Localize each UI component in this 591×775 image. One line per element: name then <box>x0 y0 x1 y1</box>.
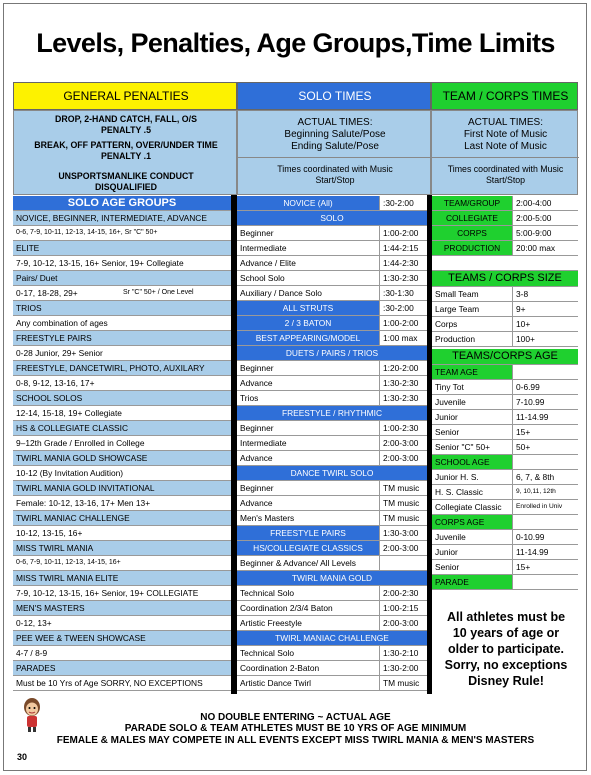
solo-event-time: :30-2:00 <box>379 301 427 316</box>
team-time-value: 2:00-5:00 <box>512 211 578 226</box>
solo-event-time: 1:30-2:30 <box>379 376 427 391</box>
athletes-note-line: Disney Rule! <box>468 674 544 688</box>
team-time-value: 20:00 max <box>512 241 578 256</box>
age-group-extra: Sr "C" 50+ / One Level <box>123 289 194 296</box>
solo-event-label: Coordination 2-Baton <box>237 661 379 676</box>
solo-event-label: Artistic Dance Twirl <box>237 676 379 691</box>
team-age-value: 11-14.99 <box>512 410 578 425</box>
solo-event-time: 2:00-3:00 <box>379 616 427 631</box>
corps-age-value: 11-14.99 <box>512 545 578 560</box>
age-group-title: TWIRL MANIAC CHALLENGE <box>13 511 231 526</box>
footer-line: FEMALE & MALES MAY COMPETE IN ALL EVENTS EXCEPT MISS TWIRL MANIA & MEN'S MASTERS <box>56 735 535 746</box>
page-title: Levels, Penalties, Age Groups,Time Limits <box>36 28 555 58</box>
school-age-value: 6, 7, & 8th <box>512 470 578 485</box>
age-group-title: TWIRL MANIA GOLD INVITATIONAL <box>13 481 231 496</box>
age-group-ranges: 4-7 / 8-9 <box>13 646 231 661</box>
team-age-label: Juvenile <box>432 395 512 410</box>
age-group-ranges: 0-28 Junior, 29+ Senior <box>13 346 231 361</box>
solo-category-header: DANCE TWIRL SOLO <box>237 466 427 481</box>
solo-event-time: 2:00-3:00 <box>379 451 427 466</box>
solo-event-time: 2:00-2:30 <box>379 586 427 601</box>
penalty-line: UNSPORTSMANLIKE CONDUCT <box>58 171 194 181</box>
solo-event-time: TM music <box>379 481 427 496</box>
team-age-value: 0-6.99 <box>512 380 578 395</box>
solo-event-label: Advance <box>237 451 379 466</box>
team-last: Last Note of Music <box>464 141 547 152</box>
athletes-note-line: Sorry, no exceptions <box>444 658 568 672</box>
team-size-value: 10+ <box>512 317 578 332</box>
team-size-label: Large Team <box>432 302 512 317</box>
solo-event-label: Intermediate <box>237 436 379 451</box>
team-coord: Start/Stop <box>485 175 526 185</box>
team-time-label: PRODUCTION <box>432 241 512 256</box>
age-group-title: PEE WEE & TWEEN SHOWCASE <box>13 631 231 646</box>
corps-age-label: Senior <box>432 560 512 575</box>
solo-times-info <box>237 110 431 195</box>
age-group-ranges: Female: 10-12, 13-16, 17+ Men 13+ <box>13 496 231 511</box>
solo-event-label: Beginner & Advance/ All Levels <box>237 556 379 571</box>
solo-event-time: :30-2:00 <box>379 196 427 211</box>
team-age-label: Tiny Tot <box>432 380 512 395</box>
solo-event-time: 1:30-2:00 <box>379 661 427 676</box>
team-age-label: Junior <box>432 410 512 425</box>
solo-begin: Beginning Salute/Pose <box>284 129 386 140</box>
penalty-line: DISQUALIFIED <box>94 182 158 192</box>
solo-event-time <box>379 556 427 571</box>
age-group-ranges: 10-12 (By Invitation Audition) <box>13 466 231 481</box>
solo-times-header <box>237 82 431 110</box>
solo-event-time: 1:00 max <box>379 331 427 346</box>
solo-event-time: 1:30-2:30 <box>379 271 427 286</box>
blank-cell <box>512 365 578 380</box>
team-times-title: TEAM / CORPS TIMES <box>442 89 569 103</box>
team-size-label: Corps <box>432 317 512 332</box>
team-times-info <box>431 110 578 195</box>
team-first: First Note of Music <box>463 129 548 140</box>
solo-event-label: Technical Solo <box>237 646 379 661</box>
solo-event-time: :30-1:30 <box>379 286 427 301</box>
team-size-header: TEAMS / CORPS SIZE <box>432 271 578 287</box>
solo-event-label: BEST APPEARING/MODEL <box>237 331 379 346</box>
team-time-label: TEAM/GROUP <box>432 196 512 211</box>
team-age-subheader: TEAM AGE <box>432 365 512 380</box>
team-age-label: Senior <box>432 425 512 440</box>
age-group-title: PARADES <box>13 661 231 676</box>
solo-event-label: FREESTYLE PAIRS <box>237 526 379 541</box>
athletes-note-line: All athletes must be <box>446 610 566 624</box>
solo-event-label: Advance <box>237 376 379 391</box>
penalty-line: BREAK, OFF PATTERN, OVER/UNDER TIME <box>34 140 218 150</box>
age-group-title: TWIRL MANIA GOLD SHOWCASE <box>13 451 231 466</box>
corps-age-subheader: CORPS AGE <box>432 515 512 530</box>
school-age-label: Junior H. S. <box>432 470 512 485</box>
solo-event-time: 2:00-3:00 <box>379 436 427 451</box>
solo-event-time: 1:30-2:10 <box>379 646 427 661</box>
team-times-header <box>431 82 578 110</box>
solo-event-time: 1:00-2:15 <box>379 601 427 616</box>
solo-event-time: 1:00-2:00 <box>379 226 427 241</box>
team-size-label: Production <box>432 332 512 347</box>
age-group-ranges: 9–12th Grade / Enrolled in College <box>13 436 231 451</box>
age-group-title: HS & COLLEGIATE CLASSIC <box>13 421 231 436</box>
age-group-ranges: 0-6, 7-9, 10-11, 12-13, 14-15, 16+ <box>13 556 231 571</box>
corps-age-label: Juvenile <box>432 530 512 545</box>
solo-event-label: Men's Masters <box>237 511 379 526</box>
general-penalties-box <box>13 110 237 195</box>
age-group-ranges: Must be 10 Yrs of Age SORRY, NO EXCEPTIONS <box>13 676 231 691</box>
age-group-title: Pairs/ Duet <box>13 271 231 286</box>
age-group-title: ELITE <box>13 241 231 256</box>
team-size-value: 9+ <box>512 302 578 317</box>
solo-event-time: 1:30-2:30 <box>379 391 427 406</box>
team-time-value: 5:00-9:00 <box>512 226 578 241</box>
team-age-value: 7-10.99 <box>512 395 578 410</box>
solo-event-time: 1:20-2:00 <box>379 361 427 376</box>
team-time-label: COLLEGIATE <box>432 211 512 226</box>
solo-end: Ending Salute/Pose <box>291 141 379 152</box>
team-actual-times: ACTUAL TIMES: <box>467 117 543 128</box>
corps-age-label: Junior <box>432 545 512 560</box>
age-group-ranges: 12-14, 15-18, 19+ Collegiate <box>13 406 231 421</box>
blank-cell <box>512 575 578 590</box>
solo-event-label: Artistic Freestyle <box>237 616 379 631</box>
age-group-ranges: 0-17, 18-28, 29+ Sr "C" 50+ / One Level <box>13 286 231 301</box>
age-group-ranges: 7-9, 10-12, 13-15, 16+ Senior, 19+ Collegiate <box>13 256 231 271</box>
age-group-title: TRIOS <box>13 301 231 316</box>
general-penalties-title: GENERAL PENALTIES <box>63 89 189 103</box>
age-group-ranges: Any combination of ages <box>13 316 231 331</box>
age-group-ranges: 0-12, 13+ <box>13 616 231 631</box>
age-group-title: MEN'S MASTERS <box>13 601 231 616</box>
page-number: 30 <box>17 752 28 762</box>
school-age-label: Collegiate Classic <box>432 500 512 515</box>
solo-event-label: Trios <box>237 391 379 406</box>
solo-event-time: TM music <box>379 676 427 691</box>
solo-event-label: ALL STRUTS <box>237 301 379 316</box>
team-size-label: Small Team <box>432 287 512 302</box>
athletes-note-line: 10 years of age or <box>452 626 560 640</box>
age-group-title: NOVICE, BEGINNER, INTERMEDIATE, ADVANCE <box>13 211 231 226</box>
solo-age-groups-header: SOLO AGE GROUPS <box>13 196 231 211</box>
solo-event-label: School Solo <box>237 271 379 286</box>
school-age-value: 9, 10,11, 12th <box>512 485 578 500</box>
solo-event-label: Advance <box>237 496 379 511</box>
solo-event-time: 1:00-2:30 <box>379 421 427 436</box>
team-age-value: 15+ <box>512 425 578 440</box>
footer-line: PARADE SOLO & TEAM ATHLETES MUST BE 10 YRS OF AGE MINIMUM <box>124 723 467 734</box>
age-group-title: MISS TWIRL MANIA <box>13 541 231 556</box>
age-group-title: SCHOOL SOLOS <box>13 391 231 406</box>
solo-event-label: Technical Solo <box>237 586 379 601</box>
athletes-note <box>432 609 580 689</box>
spacer-row <box>432 256 578 271</box>
solo-event-time: 1:30-3:00 <box>379 526 427 541</box>
school-age-label: H. S. Classic <box>432 485 512 500</box>
age-group-ranges: 0-8, 9-12, 13-16, 17+ <box>13 376 231 391</box>
solo-event-time: 1:44-2:15 <box>379 241 427 256</box>
solo-category-header: SOLO <box>237 211 427 226</box>
solo-event-time: TM music <box>379 496 427 511</box>
age-group-ranges: 0-6, 7-9, 10-11, 12-13, 14-15, 16+, Sr "C" 50+ <box>13 226 231 241</box>
solo-event-time: 2:00-3:00 <box>379 541 427 556</box>
solo-event-label: Advance / Elite <box>237 256 379 271</box>
team-age-label: Senior "C" 50+ <box>432 440 512 455</box>
general-penalties-header <box>13 82 237 110</box>
solo-category-header: FREESTYLE / RHYTHMIC <box>237 406 427 421</box>
age-group-title: MISS TWIRL MANIA ELITE <box>13 571 231 586</box>
team-time-label: CORPS <box>432 226 512 241</box>
blank-cell <box>512 455 578 470</box>
team-time-value: 2:00-4:00 <box>512 196 578 211</box>
solo-coord: Times coordinated with Music <box>277 164 393 174</box>
team-age-value: 50+ <box>512 440 578 455</box>
solo-category-header: TWIRL MANIAC CHALLENGE <box>237 631 427 646</box>
team-coord: Times coordinated with Music <box>447 164 564 174</box>
penalty-line: PENALTY .5 <box>100 125 152 135</box>
penalty-line: PENALTY .1 <box>100 151 152 161</box>
solo-event-label: 2 / 3 BATON <box>237 316 379 331</box>
corps-age-value: 15+ <box>512 560 578 575</box>
penalty-line: DROP, 2-HAND CATCH, FALL, O/S <box>55 114 197 124</box>
solo-event-label: Beginner <box>237 481 379 496</box>
team-age-header: TEAMS/CORPS AGE <box>432 349 578 365</box>
parade-label: PARADE <box>432 575 512 590</box>
athletes-note-line: older to participate. <box>448 642 564 656</box>
corps-age-value: 0-10.99 <box>512 530 578 545</box>
solo-actual-times: ACTUAL TIMES: <box>297 117 373 128</box>
age-group-ranges: 7-9, 10-12, 13-15, 16+ Senior, 19+ COLLEGIATE <box>13 586 231 601</box>
solo-event-label: Beginner <box>237 421 379 436</box>
solo-event-label: HS/COLLEGIATE CLASSICS <box>237 541 379 556</box>
solo-category-header: TWIRL MANIA GOLD <box>237 571 427 586</box>
solo-event-label: Beginner <box>237 226 379 241</box>
solo-event-label: Coordination 2/3/4 Baton <box>237 601 379 616</box>
solo-times-title: SOLO TIMES <box>298 89 372 103</box>
solo-category-header: DUETS / PAIRS / TRIOS <box>237 346 427 361</box>
solo-event-label: Intermediate <box>237 241 379 256</box>
solo-event-time: TM music <box>379 511 427 526</box>
footer-line: NO DOUBLE ENTERING ~ ACTUAL AGE <box>200 712 391 723</box>
age-group-ranges: 10-12, 13-15, 16+ <box>13 526 231 541</box>
solo-coord: Start/Stop <box>315 175 355 185</box>
solo-event-label: NOVICE (All) <box>237 196 379 211</box>
school-age-subheader: SCHOOL AGE <box>432 455 512 470</box>
blank-cell <box>512 515 578 530</box>
team-size-value: 100+ <box>512 332 578 347</box>
solo-event-time: 1:44-2:30 <box>379 256 427 271</box>
team-size-value: 3-8 <box>512 287 578 302</box>
solo-event-time: 1:00-2:00 <box>379 316 427 331</box>
age-group-title: FREESTYLE, DANCETWIRL, PHOTO, AUXILARY <box>13 361 231 376</box>
age-group-title: FREESTYLE PAIRS <box>13 331 231 346</box>
school-age-value: Enrolled in Univ <box>512 500 578 515</box>
solo-event-label: Beginner <box>237 361 379 376</box>
solo-event-label: Auxiliary / Dance Solo <box>237 286 379 301</box>
